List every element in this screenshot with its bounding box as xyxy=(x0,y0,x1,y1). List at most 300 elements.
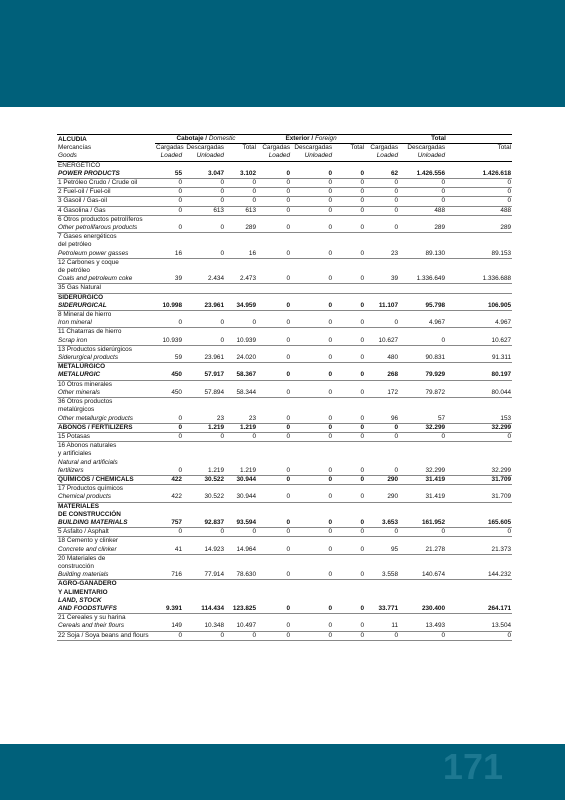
row-value xyxy=(183,345,225,354)
table-row xyxy=(57,258,512,267)
row-value: 0 xyxy=(333,337,365,346)
row-value xyxy=(257,406,291,414)
header-port-name: ALCUDIA xyxy=(57,135,155,144)
row-value: 1.219 xyxy=(183,423,225,432)
row-value: 106.905 xyxy=(446,302,512,311)
row-value xyxy=(446,258,512,267)
row-value: 0 xyxy=(333,432,365,441)
row-value: 39 xyxy=(155,275,183,284)
table-row xyxy=(57,622,512,631)
table-row xyxy=(57,571,512,580)
table-row xyxy=(57,406,512,414)
row-value xyxy=(399,614,446,623)
row-value xyxy=(399,284,446,293)
row-value xyxy=(291,311,333,320)
row-value xyxy=(333,502,365,511)
row-value xyxy=(257,485,291,494)
table-row xyxy=(57,311,512,320)
row-value xyxy=(225,345,257,354)
row-value xyxy=(155,328,183,337)
row-value xyxy=(333,563,365,571)
row-value xyxy=(399,241,446,249)
row-value: 31.709 xyxy=(446,493,512,502)
row-value xyxy=(399,215,446,224)
row-value xyxy=(365,162,399,170)
row-value: 0 xyxy=(183,250,225,259)
row-value xyxy=(446,502,512,511)
row-value xyxy=(365,284,399,293)
row-label: 15 Potasas xyxy=(57,432,155,441)
row-value: 0 xyxy=(291,179,333,188)
row-label: 6 Otros productos petrolíferos xyxy=(58,215,143,223)
row-value: 92.837 xyxy=(183,519,225,528)
row-value xyxy=(225,511,257,519)
row-value: 0 xyxy=(291,197,333,206)
row-value: 289 xyxy=(446,224,512,233)
row-value xyxy=(333,284,365,293)
row-value: 0 xyxy=(225,528,257,537)
row-value xyxy=(155,442,183,451)
row-label: 35 Gas Natural xyxy=(57,284,155,293)
row-value xyxy=(225,311,257,320)
row-value: 89.153 xyxy=(446,250,512,259)
row-value xyxy=(291,485,333,494)
row-value: 95.798 xyxy=(399,302,446,311)
row-value: 0 xyxy=(257,275,291,284)
row-value xyxy=(446,162,512,170)
row-value xyxy=(183,537,225,546)
row-value: 0 xyxy=(333,546,365,555)
row-value: 23 xyxy=(365,250,399,259)
row-value xyxy=(365,258,399,267)
row-value: 0 xyxy=(155,319,183,328)
row-value: 0 xyxy=(225,179,257,188)
table-row xyxy=(57,380,512,389)
row-value xyxy=(365,450,399,458)
row-value: 290 xyxy=(365,475,399,484)
row-value: 39 xyxy=(365,275,399,284)
header-col: Total xyxy=(242,144,257,152)
row-value xyxy=(399,233,446,242)
row-value xyxy=(446,442,512,451)
row-value xyxy=(257,162,291,170)
row-value: 0 xyxy=(333,605,365,614)
table-row xyxy=(57,241,512,249)
row-value: 0 xyxy=(291,571,333,580)
row-value xyxy=(365,485,399,494)
row-value: 0 xyxy=(399,337,446,346)
row-value: 450 xyxy=(155,371,183,380)
row-value: 0 xyxy=(155,188,183,197)
row-value xyxy=(225,380,257,389)
row-value: 32.299 xyxy=(399,467,446,476)
row-value: 3.102 xyxy=(225,170,257,179)
row-value: 0 xyxy=(291,546,333,555)
row-label: POWER PRODUCTS xyxy=(57,170,155,179)
row-value xyxy=(257,363,291,372)
row-value xyxy=(446,580,512,589)
row-value xyxy=(183,554,225,563)
row-value: 0 xyxy=(257,179,291,188)
row-label: 21 Cereales y su harina xyxy=(58,614,126,622)
row-value: 290 xyxy=(365,493,399,502)
row-value: 172 xyxy=(365,389,399,398)
row-value: 0 xyxy=(291,250,333,259)
header-group-total: Total xyxy=(365,135,512,144)
table-row xyxy=(57,371,512,380)
row-value xyxy=(257,580,291,589)
row-value: 0 xyxy=(333,319,365,328)
row-value xyxy=(291,589,333,597)
row-value xyxy=(155,485,183,494)
row-label: AND FOODSTUFFS xyxy=(57,605,155,614)
row-value xyxy=(291,267,333,275)
row-value: 30.944 xyxy=(225,493,257,502)
row-value: 0 xyxy=(257,302,291,311)
row-value: 0 xyxy=(257,224,291,233)
row-label: 12 Carbones y coque xyxy=(58,258,119,266)
row-value: 0 xyxy=(291,319,333,328)
row-value: 0 xyxy=(333,631,365,640)
row-value xyxy=(333,345,365,354)
row-value: 0 xyxy=(333,250,365,259)
row-value: 0 xyxy=(333,188,365,197)
row-value xyxy=(333,589,365,597)
row-value xyxy=(155,450,183,458)
row-value xyxy=(225,215,257,224)
row-value xyxy=(291,380,333,389)
row-value xyxy=(333,233,365,242)
row-label: Cereals and their flours xyxy=(57,622,155,631)
row-value xyxy=(225,459,257,467)
row-value xyxy=(333,406,365,414)
row-value: 0 xyxy=(446,432,512,441)
row-value: 33.771 xyxy=(365,605,399,614)
row-value xyxy=(183,580,225,589)
row-value xyxy=(365,563,399,571)
row-value: 0 xyxy=(333,528,365,537)
row-value xyxy=(225,267,257,275)
row-value xyxy=(399,328,446,337)
header-col: Cargadas xyxy=(262,144,291,152)
table-row xyxy=(57,493,512,502)
row-value: 0 xyxy=(333,302,365,311)
row-value xyxy=(365,554,399,563)
row-value: 0 xyxy=(446,197,512,206)
row-value xyxy=(257,345,291,354)
row-value xyxy=(365,311,399,320)
row-value: 0 xyxy=(365,528,399,537)
row-value xyxy=(291,459,333,467)
row-value xyxy=(365,398,399,407)
row-value: 0 xyxy=(291,467,333,476)
table-row xyxy=(57,398,512,407)
row-value xyxy=(225,580,257,589)
row-value xyxy=(333,554,365,563)
header-col: Descargadas xyxy=(186,144,224,152)
row-value: 422 xyxy=(155,493,183,502)
row-value xyxy=(155,580,183,589)
row-value: 57.894 xyxy=(183,389,225,398)
row-value xyxy=(257,311,291,320)
row-value: 0 xyxy=(333,275,365,284)
row-value xyxy=(155,398,183,407)
row-value: 0 xyxy=(155,415,183,424)
row-label: LAND, STOCK xyxy=(58,596,102,604)
row-value: 1.219 xyxy=(225,467,257,476)
row-value xyxy=(446,328,512,337)
row-value xyxy=(183,162,225,170)
row-value: 62 xyxy=(365,170,399,179)
row-value: 9.391 xyxy=(155,605,183,614)
row-value: 144.232 xyxy=(446,571,512,580)
table-row xyxy=(57,233,512,242)
row-value: 0 xyxy=(183,631,225,640)
row-label: del petróleo xyxy=(58,241,92,249)
row-value: 59 xyxy=(155,354,183,363)
row-value xyxy=(291,258,333,267)
row-label: Other minerals xyxy=(57,389,155,398)
row-value xyxy=(183,215,225,224)
row-value: 264.171 xyxy=(446,605,512,614)
row-value: 0 xyxy=(291,475,333,484)
row-value xyxy=(183,459,225,467)
row-value xyxy=(155,502,183,511)
row-label: SIDERÚRGICO xyxy=(58,293,104,301)
row-value: 10.627 xyxy=(365,337,399,346)
row-value: 0 xyxy=(291,389,333,398)
row-value: 488 xyxy=(446,206,512,215)
row-value xyxy=(155,284,183,293)
row-value: 161.952 xyxy=(399,519,446,528)
row-label: construcción xyxy=(58,562,94,570)
row-value xyxy=(155,563,183,571)
row-label: ENERGÉTICO xyxy=(58,161,101,169)
table-row xyxy=(57,170,512,179)
row-label: 18 Cemento y clinker xyxy=(58,537,119,545)
row-value: 0 xyxy=(257,432,291,441)
row-label: 36 Otros productos xyxy=(58,398,113,406)
row-value: 80.044 xyxy=(446,389,512,398)
row-value: 0 xyxy=(399,432,446,441)
row-value: 0 xyxy=(257,170,291,179)
row-value: 78.630 xyxy=(225,571,257,580)
table-row xyxy=(57,197,512,206)
table-row xyxy=(57,354,512,363)
row-value: 0 xyxy=(257,197,291,206)
header-col: Unloaded xyxy=(399,152,446,161)
row-value: 16 xyxy=(155,250,183,259)
table-row xyxy=(57,589,512,597)
row-value: 4.967 xyxy=(399,319,446,328)
row-value xyxy=(291,293,333,302)
row-label: Chemical products xyxy=(57,493,155,502)
header-goods-en: Goods xyxy=(57,152,155,161)
row-label: 2 Fuel-oil / Fuel-oil xyxy=(57,188,155,197)
row-value: 14.923 xyxy=(183,546,225,555)
row-value xyxy=(183,233,225,242)
table-row xyxy=(57,162,512,170)
row-value xyxy=(183,241,225,249)
row-value: 3.653 xyxy=(365,519,399,528)
row-label: 13 Productos siderúrgicos xyxy=(58,345,132,353)
row-value: 1.219 xyxy=(225,423,257,432)
row-value xyxy=(155,293,183,302)
row-value: 0 xyxy=(291,206,333,215)
row-value: 16 xyxy=(225,250,257,259)
row-value: 613 xyxy=(183,206,225,215)
row-value: 0 xyxy=(333,415,365,424)
row-value: 93.594 xyxy=(225,519,257,528)
table-row xyxy=(57,267,512,275)
table-row xyxy=(57,206,512,215)
row-value: 0 xyxy=(257,371,291,380)
row-value: 79.929 xyxy=(399,371,446,380)
table-row xyxy=(57,293,512,302)
row-value: 0 xyxy=(333,519,365,528)
table-row xyxy=(57,423,512,432)
row-value xyxy=(257,258,291,267)
row-value: 0 xyxy=(291,302,333,311)
row-value: 21.373 xyxy=(446,546,512,555)
header-col: Loaded xyxy=(155,152,183,161)
table-row xyxy=(57,450,512,458)
row-value: 0 xyxy=(257,467,291,476)
row-value xyxy=(291,345,333,354)
row-value: 0 xyxy=(257,475,291,484)
row-value xyxy=(291,511,333,519)
row-value xyxy=(155,537,183,546)
row-value xyxy=(155,215,183,224)
row-value: 0 xyxy=(183,528,225,537)
row-value: 0 xyxy=(333,197,365,206)
row-value xyxy=(257,215,291,224)
row-label: 16 Abonos naturales xyxy=(58,442,117,450)
table-row xyxy=(57,580,512,589)
row-value: 0 xyxy=(291,432,333,441)
row-value xyxy=(365,233,399,242)
row-value xyxy=(399,450,446,458)
row-value: 89.130 xyxy=(399,250,446,259)
row-value xyxy=(183,328,225,337)
table-row xyxy=(57,275,512,284)
table-row xyxy=(57,250,512,259)
row-value xyxy=(257,233,291,242)
row-value xyxy=(291,597,333,605)
row-value xyxy=(446,293,512,302)
row-value: 268 xyxy=(365,371,399,380)
row-value: 0 xyxy=(333,389,365,398)
row-value: 0 xyxy=(155,467,183,476)
row-value xyxy=(446,485,512,494)
row-value: 165.605 xyxy=(446,519,512,528)
row-label: 1 Petróleo Crudo / Crude oil xyxy=(57,179,155,188)
row-value: 123.825 xyxy=(225,605,257,614)
row-value xyxy=(257,502,291,511)
table-row xyxy=(57,215,512,224)
row-value: 0 xyxy=(333,493,365,502)
row-value xyxy=(333,450,365,458)
table-row xyxy=(57,475,512,484)
row-value xyxy=(399,398,446,407)
row-value: 488 xyxy=(399,206,446,215)
table-row xyxy=(57,519,512,528)
row-value: 2.473 xyxy=(225,275,257,284)
row-value xyxy=(365,293,399,302)
row-label: Concrete and clinker xyxy=(57,546,155,555)
row-value: 0 xyxy=(333,571,365,580)
row-value xyxy=(225,614,257,623)
row-value xyxy=(257,450,291,458)
row-value xyxy=(446,597,512,605)
row-value: 0 xyxy=(365,423,399,432)
row-value xyxy=(333,293,365,302)
row-value: 91.311 xyxy=(446,354,512,363)
row-value xyxy=(155,363,183,372)
row-value: 0 xyxy=(155,224,183,233)
row-value: 0 xyxy=(257,206,291,215)
row-value xyxy=(399,459,446,467)
row-value: 34.959 xyxy=(225,302,257,311)
table-row xyxy=(57,546,512,555)
row-label: 10 Otros minerales xyxy=(58,380,112,388)
row-value xyxy=(257,459,291,467)
row-value xyxy=(446,311,512,320)
row-value xyxy=(183,284,225,293)
header-row-en xyxy=(57,152,512,161)
table-row xyxy=(57,389,512,398)
row-value: 0 xyxy=(183,337,225,346)
row-value xyxy=(183,614,225,623)
row-value: 0 xyxy=(291,622,333,631)
row-value xyxy=(365,406,399,414)
row-value: 0 xyxy=(399,197,446,206)
row-value xyxy=(257,589,291,597)
table-row xyxy=(57,597,512,605)
row-value xyxy=(155,345,183,354)
row-value: 0 xyxy=(257,354,291,363)
row-value: 0 xyxy=(183,179,225,188)
row-value: 0 xyxy=(399,179,446,188)
table-row xyxy=(57,554,512,563)
row-value: 0 xyxy=(291,337,333,346)
row-value xyxy=(183,597,225,605)
row-value xyxy=(225,502,257,511)
header-col: Loaded xyxy=(257,152,291,161)
row-value: 80.197 xyxy=(446,371,512,380)
row-value xyxy=(446,554,512,563)
row-value: 0 xyxy=(183,319,225,328)
row-value xyxy=(155,267,183,275)
row-value: 0 xyxy=(291,415,333,424)
header-col xyxy=(225,152,257,161)
row-value xyxy=(291,363,333,372)
row-value xyxy=(333,537,365,546)
row-value: 57 xyxy=(399,415,446,424)
row-value: 31.419 xyxy=(399,493,446,502)
row-value: 90.831 xyxy=(399,354,446,363)
row-value xyxy=(446,241,512,249)
row-value: 30.522 xyxy=(183,475,225,484)
row-value: 0 xyxy=(155,528,183,537)
row-value: 31.419 xyxy=(399,475,446,484)
row-value xyxy=(399,380,446,389)
row-value xyxy=(257,380,291,389)
row-value xyxy=(446,614,512,623)
row-value: 0 xyxy=(225,631,257,640)
row-value: 0 xyxy=(257,605,291,614)
row-value xyxy=(257,267,291,275)
